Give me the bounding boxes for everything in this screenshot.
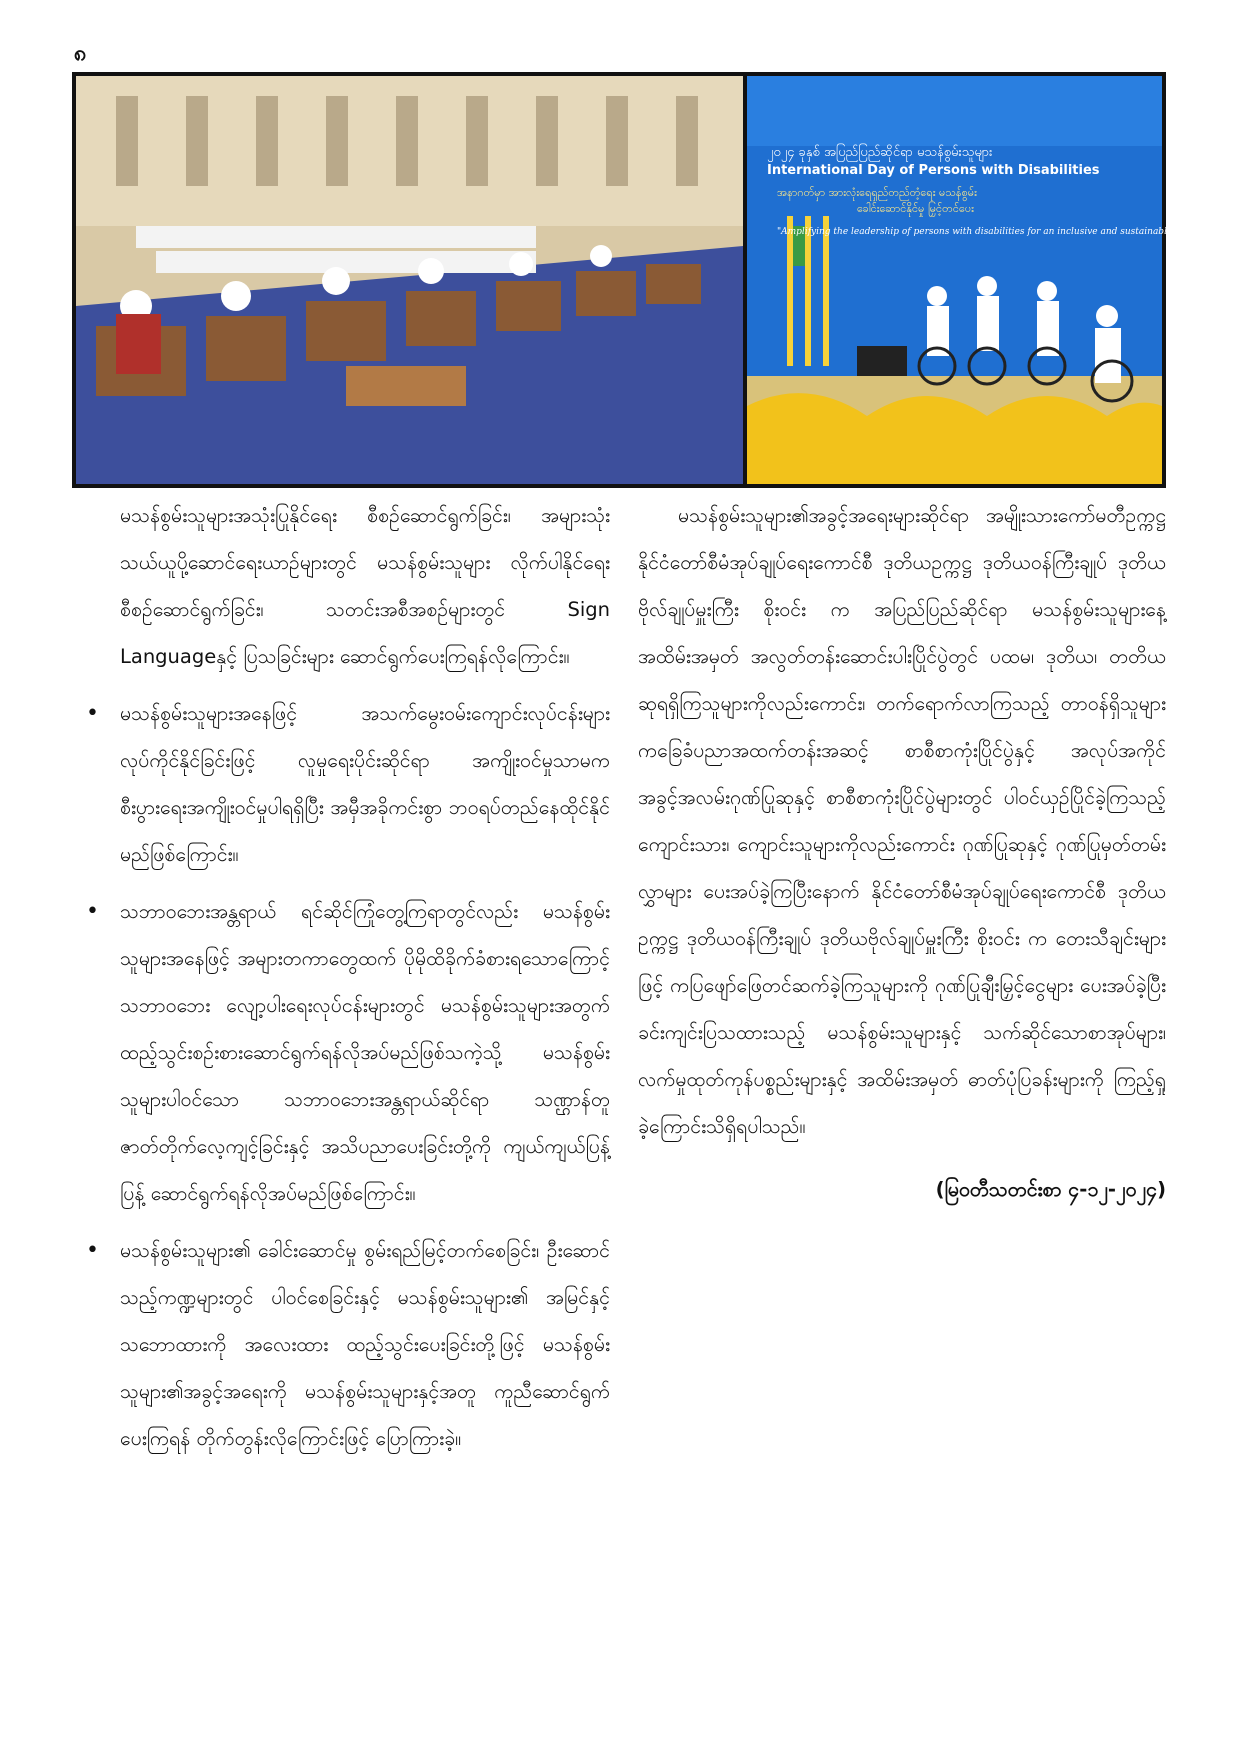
bullet-item <box>86 888 610 1217</box>
audience-photo <box>76 76 743 484</box>
bullet-icon: • <box>86 1238 99 1263</box>
bullet-item <box>86 1227 610 1462</box>
photo-banner <box>72 72 1208 488</box>
lead-paragraph: မသန်စွမ်းသူများအသုံးပြုနိုင်ရေး စီစဉ်ဆောင်ရွက်ခြင်း၊ အများသုံး သယ်ယူပို့ဆောင်ရေးယာဉ်များတွင် မသန်စွမ်းသူများ လိုက်ပါနိုင်ရေး စီစဉ်ဆောင်ရွက်ခြင်း၊ သတင်းအစီအစဉ်များတွင် Sign Languageနှင့် ပြသခြင်းများ ဆောင်ရွက်ပေးကြရန်လိုကြောင်း။ <box>120 504 610 668</box>
bullet-item <box>86 690 610 878</box>
left-column <box>86 492 610 1462</box>
bullet-text: မသန်စွမ်းသူများအနေဖြင့် အသက်မွေးဝမ်းကျောင်းလုပ်ငန်းများ လုပ်ကိုင်နိုင်ခြင်းဖြင့် လူမှုရေးပိုင်းဆိုင်ရာ အကျိုးဝင်မှုသာမက စီးပွားရေးအကျိုးဝင်မှုပါရရှိပြီး အမှီအခိုကင်းစွာ ဘဝရပ်တည်နေထိုင်နိုင်မည်ဖြစ်ကြောင်း။ <box>120 702 610 866</box>
bullet-list <box>86 690 610 1462</box>
source-citation: (မြဝတီသတင်းစာ ၄-၁၂-၂၀၂၄) <box>935 1178 1166 1201</box>
stage-photo <box>747 76 1208 484</box>
bullet-icon: • <box>86 899 99 924</box>
bullet-icon: • <box>86 701 99 726</box>
stage-banner-theme-en: "Amplifying the leadership of persons with disabilities for an inclusive and sustainable future" <box>777 227 1208 237</box>
stage-banner-title: International Day of Persons with Disabilities <box>767 163 1100 178</box>
stage-banner-theme-mm-2: ခေါင်းဆောင်နိုင်မှု မြှင့်တင်ပေး <box>857 202 974 215</box>
body-paragraph: မသန်စွမ်းသူများ၏အခွင့်အရေးများဆိုင်ရာ အမျိုးသားကော်မတီဥက္ကဋ္ဌ နိုင်ငံတော်စီမံအုပ်ချုပ်ရေးကောင်စီ ဒုတိယဥက္ကဋ္ဌ ဒုတိယဝန်ကြီးချုပ် ဒုတိယဗိုလ်ချုပ်မှူးကြီး စိုးဝင်း က အပြည်ပြည်ဆိုင်ရာ မသန်စွမ်းသူများနေ့ အထိမ်းအမှတ် အလွတ်တန်းဆောင်းပါးပြိုင်ပွဲတွင် ပထမ၊ ဒုတိယ၊ တတိယ ဆုရရှိကြသူများကိုလည်းကောင်း၊ တက်ရောက်လာကြသည့် တာဝန်ရှိသူများကခြေခံပညာအထက်တန်းအဆင့် စာစီစာကုံးပြိုင်ပွဲနှင့် အလုပ်အကိုင်အခွင့်အလမ်းဂုဏ်ပြုဆုနှင့် စာစီစာကုံးပြိုင်ပွဲများတွင် ပါဝင်ယှဉ်ပြိုင်ခဲ့ကြသည့် ကျောင်းသား၊ ကျောင်းသူများကိုလည်းကောင်း ဂုဏ်ပြုဆုနှင့် ဂုဏ်ပြုမှတ်တမ်းလွှာများ ပေးအပ်ခဲ့ကြပြီးနောက် နိုင်ငံတော်စီမံအုပ်ချုပ်ရေးကောင်စီ ဒုတိယဥက္ကဋ္ဌ ဒုတိယဝန်ကြီးချုပ် ဒုတိယဗိုလ်ချုပ်မှူးကြီး စိုးဝင်း က တေးသီချင်းများဖြင့် ကပြဖျော်ဖြေတင်ဆက်ခဲ့ကြသူများကို ဂုဏ်ပြုချီးမြှင့်ငွေများ ပေးအပ်ခဲ့ပြီး ခင်းကျင်းပြသထားသည့် မသန်စွမ်းသူများနှင့် သက်ဆိုင်သောစာအုပ်များ၊ လက်မှုထုတ်ကုန်ပစ္စည်းများနှင့် အထိမ်းအမှတ် ဓာတ်ပုံပြခန်းများကို ကြည့်ရှုခဲ့ကြောင်းသိရှိရပါသည်။ <box>638 504 1166 1138</box>
stage-banner-year-line: ၂၀၂၄ ခုနှစ် အပြည်ပြည်ဆိုင်ရာ မသန်စွမ်းသူများ <box>767 145 993 160</box>
bullet-text: မသန်စွမ်းသူများ၏ ခေါင်းဆောင်မှု စွမ်းရည်မြင့်တက်စေခြင်း၊ ဦးဆောင်သည့်ကဏ္ဍများတွင် ပါဝင်စေခြင်းနှင့် မသန်စွမ်းသူများ၏ အမြင်နှင့်သဘောထားကို အလေးထား ထည့်သွင်းပေးခြင်းတို့ဖြင့် မသန်စွမ်းသူများ၏အခွင့်အရေးကို မသန်စွမ်းသူများနှင့်အတူ ကူညီဆောင်ရွက်ပေးကြရန် တိုက်တွန်းလိုကြောင်းဖြင့် ပြောကြားခဲ့။ <box>120 1239 610 1450</box>
page-number: ၈ <box>74 41 87 66</box>
right-column <box>638 492 1166 1213</box>
stage-banner-theme-mm: အနာဂတ်မှာ အားလုံးရေရှည်တည်တံ့ရေး မသန်စွမ်း <box>777 186 977 199</box>
bullet-text: သဘာဝဘေးအန္တရာယ် ရင်ဆိုင်ကြုံတွေ့ကြရာတွင်လည်း မသန်စွမ်းသူများအနေဖြင့် အများတကာတွေထက် ပိုမိုထိခိုက်ခံစားရသောကြောင့် သဘာဝဘေး လျော့ပါးရေးလုပ်ငန်းများတွင် မသန်စွမ်းသူများအတွက် ထည့်သွင်းစဉ်းစားဆောင်ရွက်ရန်လိုအပ်မည်ဖြစ်သကဲ့သို့ မသန်စွမ်းသူများပါဝင်သော သဘာဝဘေးအန္တရာယ်ဆိုင်ရာ သဏ္ဌာန်တူ ဇာတ်တိုက်လေ့ကျင့်ခြင်းနှင့် အသိပညာပေးခြင်းတို့ကို ကျယ်ကျယ်ပြန့်ပြန့် ဆောင်ရွက်ရန်လိုအပ်မည်ဖြစ်ကြောင်း။ <box>120 900 610 1205</box>
